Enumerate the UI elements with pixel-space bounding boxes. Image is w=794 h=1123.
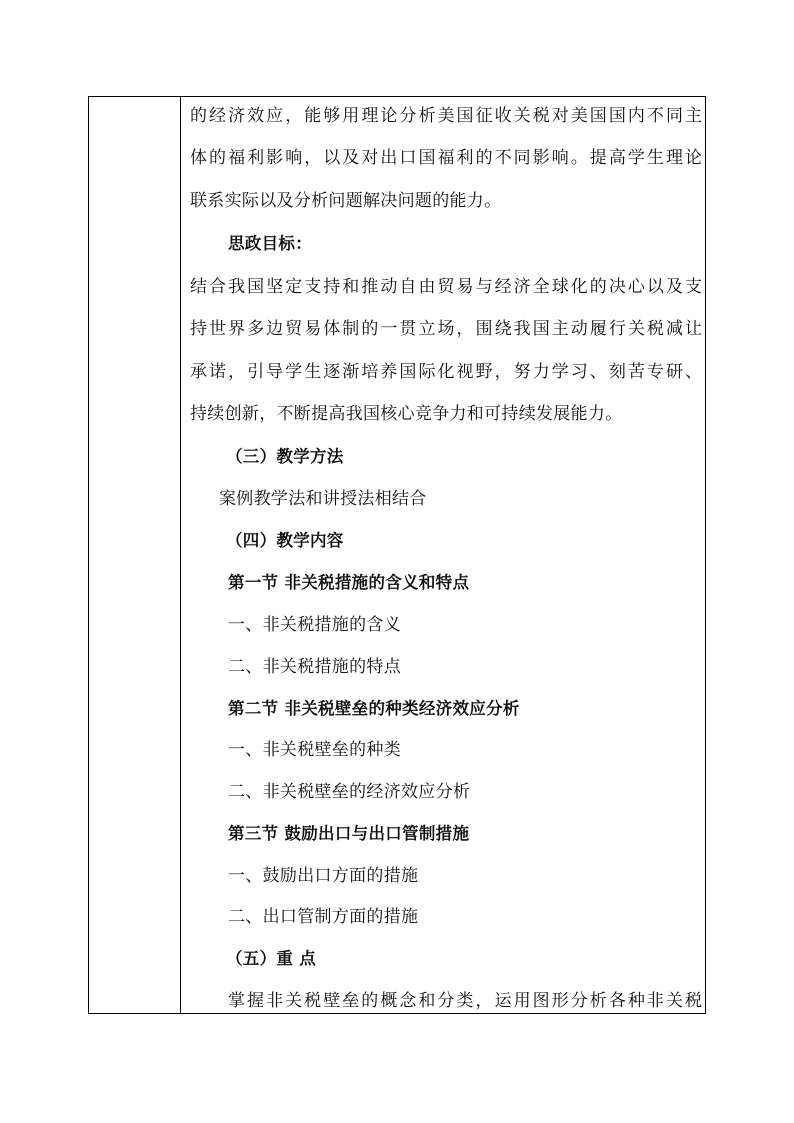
syllabus-table	[88, 96, 706, 1014]
section1-item-2: 二、非关税措施的特点	[228, 657, 401, 677]
intro-line-2: 体的福利影响，以及对出口国福利的不同影响。提高学生理论	[190, 148, 702, 168]
methods-text: 案例教学法和讲授法相结合	[219, 489, 427, 509]
section3-item-1: 一、鼓励出口方面的措施	[228, 866, 419, 886]
table-label-column	[89, 97, 181, 1013]
ideology-line-3: 承诺，引导学生逐渐培养国际化视野，努力学习、刻苦专研、	[190, 362, 702, 382]
section2-item-1: 一、非关税壁垒的种类	[228, 740, 401, 760]
keypoints-text: 掌握非关税壁垒的概念和分类，运用图形分析各种非关税	[228, 991, 702, 1011]
section3-item-2: 二、出口管制方面的措施	[228, 907, 419, 927]
ideology-line-1: 结合我国坚定支持和推动自由贸易与经济全球化的决心以及支	[190, 277, 702, 297]
ideology-line-2: 持世界多边贸易体制的一贯立场，围绕我国主动履行关税减让	[190, 319, 702, 339]
content-heading: （四）教学内容	[226, 531, 344, 550]
methods-heading: （三）教学方法	[226, 447, 344, 466]
section2-item-2: 二、非关税壁垒的经济效应分析	[228, 782, 471, 802]
section3-heading: 第三节 鼓励出口与出口管制措施	[228, 824, 470, 843]
ideology-heading: 思政目标：	[228, 234, 312, 253]
section2-heading: 第二节 非关税壁垒的种类经济效应分析	[228, 699, 520, 718]
keypoints-heading: （五）重 点	[226, 949, 317, 968]
intro-line-1: 的经济效应，能够用理论分析美国征收关税对美国国内不同主	[190, 106, 702, 126]
section1-item-1: 一、非关税措施的含义	[228, 615, 401, 635]
section1-heading: 第一节 非关税措施的含义和特点	[228, 573, 470, 592]
ideology-line-4: 持续创新，不断提高我国核心竞争力和可持续发展能力。	[190, 404, 623, 424]
intro-line-3: 联系实际以及分析问题解决问题的能力。	[190, 191, 502, 211]
